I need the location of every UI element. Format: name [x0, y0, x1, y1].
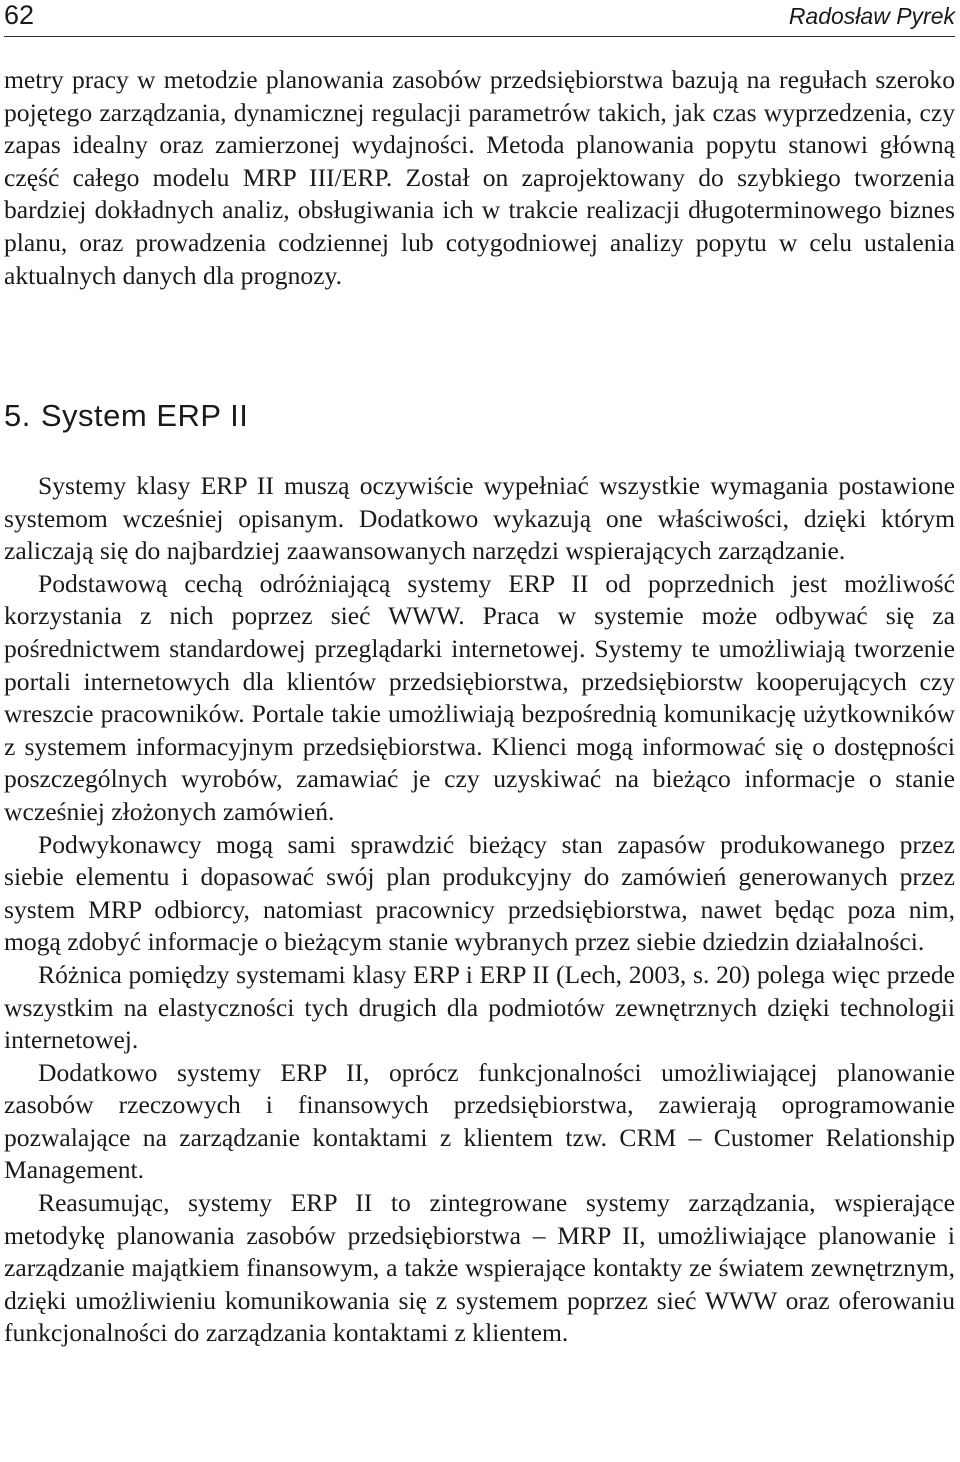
paragraph: Podwykonawcy mogą sami sprawdzić bieżący stan zapasów produkowanego przez siebie elementu i dopasować swój plan produkcyjny do zamówień generowanych przez system MRP odbiorcy, natomiast pracownicy przedsiębiorstwa, nawet będąc poza nim, mogą zdobyć informacje o bieżącym stanie wybranych przez siebie dziedzin działalności. — [4, 829, 955, 957]
paragraph: Dodatkowo systemy ERP II, oprócz funkcjonalności umożliwiającej planowanie zasobów rzeczowych i finansowych przedsiębiorstwa, zawierają oprogramowanie pozwalające na zarządzanie kontaktami z klientem tzw. CRM – Customer Relationship Management. — [4, 1057, 955, 1185]
section-title: System ERP II — [40, 398, 249, 433]
section-heading — [4, 396, 248, 436]
running-header — [4, 0, 955, 37]
paragraph: Różnica pomiędzy systemami klasy ERP i ERP II (Lech, 2003, s. 20) polega więc przede wszystkim na elastyczności tych drugich dla podmiotów zewnętrznych dzięki technologii internetowej. — [4, 959, 955, 1055]
running-header-author: Radosław Pyrek — [788, 3, 955, 29]
section-number: 5. — [4, 398, 31, 433]
paragraph: Reasumując, systemy ERP II to zintegrowane systemy zarządzania, wspierające metodykę planowania zasobów przedsiębiorstwa – MRP II, umożliwiające planowanie i zarządzanie majątkiem finansowym, a także wspierające kontakty ze światem zewnętrznym, dzięki umożliwieniu komunikowania się z systemem poprzez sieć WWW oraz oferowaniu funkcjonalności do zarządzania kontaktami z klientem. — [4, 1188, 955, 1348]
book-page — [4, 0, 955, 1462]
paragraph: Systemy klasy ERP II muszą oczywiście wypełniać wszystkie wymagania postawione systemom wcześniej opisanym. Dodatkowo wykazują one właściwości, dzięki którym zaliczają się do najbardziej zaawansowanych narzędzi wspierających zarządzanie. — [4, 471, 955, 566]
page-number: 62 — [4, 0, 35, 30]
continued-paragraph: metry pracy w metodzie planowania zasobów przedsiębiorstwa bazują na regułach szeroko pojętego zarządzania, dynamicznej regulacji parametrów takich, jak czas wyprzedzenia, czy zapas idealny oraz zamierzonej wydajności. Metoda planowania popytu stanowi główną część całego modelu MRP III/ERP. Został on zaprojektowany do szybkiego tworzenia bardziej dokładnych analiz, obsługiwania ich w trakcie realizacji długoterminowego biznes planu, oraz prowadzenia codziennej lub cotygodniowej analizy popytu w celu ustalenia aktualnych danych dla prognozy. — [4, 65, 955, 290]
section-body — [4, 470, 955, 1350]
paragraph: Podstawową cechą odróżniającą systemy ERP II od poprzednich jest możliwość korzystania z nich poprzez sieć WWW. Praca w systemie może odbywać się za pośrednictwem standardowej przeglądarki internetowej. Systemy te umożliwiają tworzenie portali internetowych dla klientów przedsiębiorstwa, przedsiębiorstw kooperujących czy wreszcie pracowników. Portale takie umożliwiają bezpośrednią komunikację użytkowników z systemem informacyjnym przedsiębiorstwa. Klienci mogą informować się o dostępności poszczególnych wyrobów, zamawiać je czy uzyskiwać na bieżąco informacje o stanie wcześniej złożonych zamówień. — [4, 568, 955, 826]
